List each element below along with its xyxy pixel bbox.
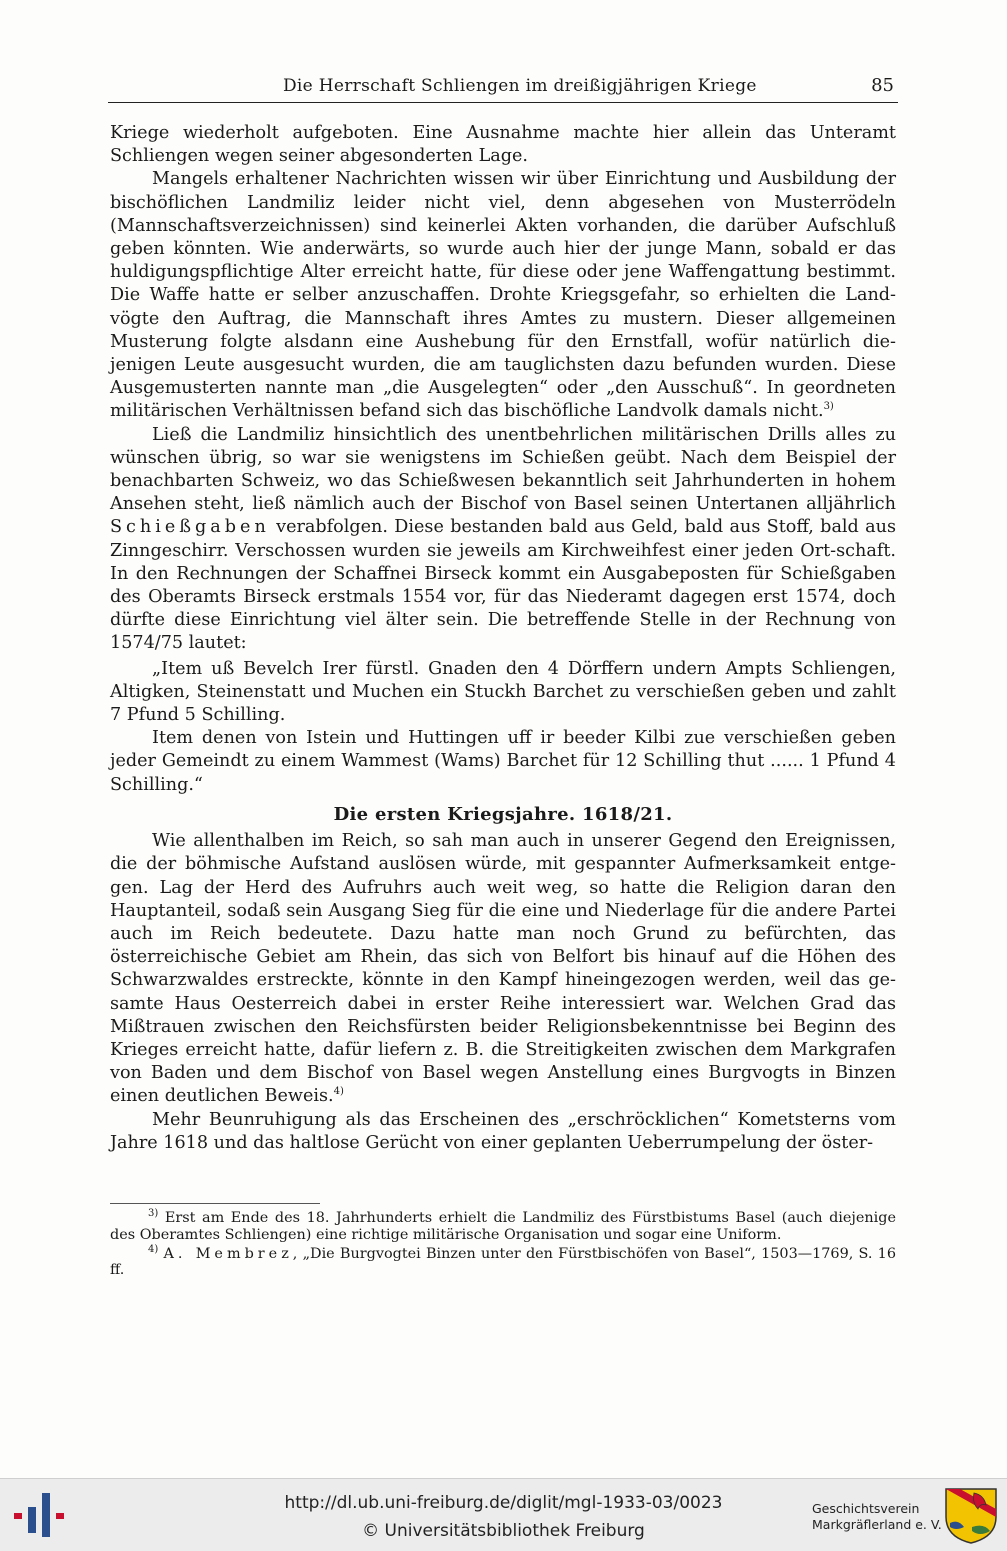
paragraph-3 bbox=[110, 424, 896, 656]
footnote-ref-4: 4) bbox=[333, 1086, 344, 1098]
paragraph-5: Mehr Beunruhigung als das Erscheinen des „erschröcklichen“ Kometsterns vom Jahre 1618 und das haltlose Gerücht von einer geplanten Ueberrumpelung der öster- bbox=[110, 1109, 896, 1153]
running-title: Die Herrschaft Schliengen im dreißigjährigen Kriege bbox=[283, 76, 757, 96]
footnote-3 bbox=[110, 1210, 896, 1244]
spaced-term: Schießgaben bbox=[110, 517, 270, 538]
society-name-line-2: Markgräflerland e. V. bbox=[812, 1517, 942, 1532]
paragraph-3-text-a: Ließ die Landmiliz hinsichtlich des unentbehrlichen militärischen Drills alles zu wünschen übrig, so war sie wenigstens im Schießen geübt. Nach dem Beispiel der benachbarten Schweiz, wo das Schießwesen bekanntlich seit Jahrhunderten in hohem Ansehen steht, ließ nämlich auch der Bischof von Basel seinen Untertanen alljährlich bbox=[110, 424, 896, 515]
copyright-notice: © Universitätsbibliothek Freiburg bbox=[362, 1521, 645, 1541]
footnote-4 bbox=[110, 1243, 896, 1280]
quotation-1: „Item uß Bevelch Irer fürstl. Gnaden den 4 Dörffern undern Ampts Schliengen, Altigken, Steinenstatt und Muchen ein Stuckh Barchet zu verschießen geben und zahlt 7 Pfund 5 Schilling. bbox=[110, 658, 896, 726]
footnotes bbox=[110, 1210, 896, 1281]
page-number: 85 bbox=[871, 75, 894, 96]
footer-bar bbox=[0, 1478, 1007, 1551]
footnote-4-author: A. Membrez bbox=[163, 1245, 293, 1262]
footnote-3-text: Erst am Ende des 18. Jahrhunderts erhielt die Landmiliz des Fürstbistums Basel (auch diejenige des Oberamtes Schliengen) eine richtige militärische Organisation und sogar eine Uniform. bbox=[110, 1210, 896, 1243]
footnote-ref-3: 3) bbox=[823, 401, 834, 413]
society-name-line-1: Geschichtsverein bbox=[812, 1501, 920, 1516]
quotation-2: Item denen von Istein und Huttingen uff ir beeder Kilbi zue verschießen geben jeder Gemeindt zu einem Wammest (Wams) Barchet für 12 Schilling thut ...... 1 Pfund 4 Schilling.“ bbox=[110, 728, 896, 795]
paragraph-4 bbox=[110, 830, 896, 1108]
body-text bbox=[110, 122, 896, 1155]
running-head bbox=[108, 72, 898, 103]
section-heading: Die ersten Kriegsjahre. 1618/21. bbox=[333, 803, 673, 825]
footnote-4-mark: 4) bbox=[148, 1243, 159, 1255]
footnote-3-mark: 3) bbox=[148, 1208, 159, 1220]
footnote-divider bbox=[110, 1203, 320, 1204]
source-url-link[interactable]: http://dl.ub.uni-freiburg.de/diglit/mgl-1933-03/0023 bbox=[284, 1493, 723, 1513]
footnote-4-text: , „Die Burgvogtei Binzen unter den Fürstbischöfen von Basel“, 1503—1769, S. 16 ff. bbox=[110, 1245, 896, 1279]
paragraph-3-text-b: verabfolgen. Diese bestanden bald aus Geld, bald aus Stoff, bald aus Zinngeschirr. Verschossen wurden sie jeweils am Kirchweihfest einer jeden Ort-schaft. In den Rechnungen der Schaffnei Birseck kommt ein Ausgabeposten für Schießgaben des Oberamts Birseck erstmals 1554 vor, für das Niederamt dagegen erst 1574, doch dürfte diese Einrichtung viel älter sein. Die betreffende Stelle in der Rechnung von 1574/75 lautet: bbox=[110, 517, 896, 654]
society-name bbox=[812, 1501, 942, 1533]
coat-of-arms-icon bbox=[944, 1487, 998, 1545]
paragraph-2-text: Mangels erhaltener Nachrichten wissen wir über Einrichtung und Ausbildung der bischöflichen Landmiliz leider nicht viel, denn abgesehen von Musterrödeln (Mannschaftsverzeichnissen) sind keinerlei Akten vorhanden, die darüber Aufschluß geben könnten. Wie anderwärts, so wurde auch hier der junge Mann, sobald er das huldigungspflichtige Alter erreicht hatte, für diese oder jene Waffengattung bestimmt. Die Waffe hatte er selber anzuschaffen. Drohte Kriegsgefahr, so erhielten die Land-vögte den Auftrag, die Mannschaft ihres Amtes zu mustern. Dieser allgemeinen Musterung folgte alsdann eine Aushebung für den Ernstfall, wofür natürlich die-jenigen Leute ausgesucht wurden, die am tauglichsten dazu befunden wurden. Diese Ausgemusterten nannte man „die Ausgelegten“ oder „den Ausschuß“. In geordneten militärischen Verhältnissen befand sich das bischöfliche Landvolk damals nicht. bbox=[110, 169, 896, 422]
quotation-block bbox=[110, 658, 896, 797]
paragraph-2 bbox=[110, 168, 896, 423]
paragraph-1: Kriege wiederholt aufgeboten. Eine Ausnahme machte hier allein das Unteramt Schliengen wegen seiner abgesonderten Lage. bbox=[110, 123, 896, 167]
paragraph-4-text: Wie allenthalben im Reich, so sah man auch in unserer Gegend den Ereignissen, die der böhmische Aufstand auslösen würde, mit gespannter Aufmerksamkeit entge-gen. Lag der Herd des Aufruhrs auch weit weg, so hatte die Religion daran den Hauptanteil, sodaß sein Ausgang Sieg für die eine und Niederlage für die andere Partei auch im Reich bedeutete. Dazu hatte man noch Grund zu befürchten, das österreichische Gebiet am Rhein, das sich von Belfort bis hinauf auf die Höhen des Schwarzwaldes erstreckte, könnte in den Kampf hineingezogen werden, weil das ge-samte Haus Oesterreich dabei in erster Reihe interessiert war. Welchen Grad das Mißtrauen zwischen den Reichsfürsten beider Religionsbekenntnisse bei Beginn des Krieges erreicht hatte, dafür liefern z. B. die Streitigkeiten zwischen dem Markgrafen von Baden und dem Bischof von Basel wegen Anstellung eines Burgvogts in Binzen einen deutlichen Beweis. bbox=[110, 831, 896, 1107]
